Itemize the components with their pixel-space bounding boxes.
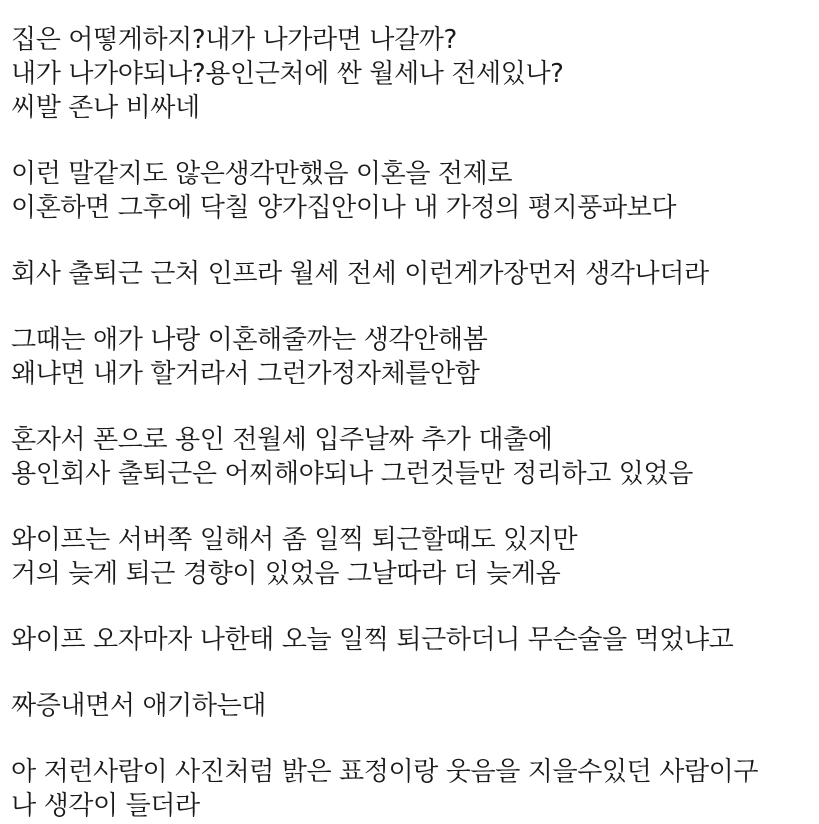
text-line: 혼자서 폰으로 용인 전월세 입주날짜 추가 대출에 [11,425,553,455]
text-line: 그때는 애가 나랑 이혼해줄까는 생각안해봄 [11,325,488,355]
text-line: 내가 나가야되나?용인근처에 싼 월세나 전세있나? [11,59,564,89]
paragraph [11,623,811,657]
text-line: 회사 출퇴근 근처 인프라 월세 전세 이런게가장먼저 생각나더라 [11,259,709,289]
text-line: 나 생각이 들더라 [11,791,200,821]
text-line: 와이프 오자마자 나한태 오늘 일찍 퇴근하더니 무슨술을 먹었냐고 [11,625,734,655]
paragraph-gap [11,491,811,523]
text-line: 와이프는 서버쪽 일해서 좀 일찍 퇴근할때도 있지만 [11,525,578,555]
text-line: 거의 늦게 퇴근 경향이 있었음 그날따라 더 늦게옴 [11,559,561,589]
paragraph [11,257,811,291]
paragraph [11,523,811,591]
paragraph [11,423,811,491]
paragraph-gap [11,723,811,755]
paragraph-gap [11,657,811,689]
text-line: 이혼하면 그후에 닥칠 양가집안이나 내 가정의 평지풍파보다 [11,193,677,223]
text-line: 이런 말같지도 않은생각만했음 이혼을 전제로 [11,159,513,189]
paragraph [11,323,811,391]
paragraph [11,755,811,823]
text-line: 씨발 존나 비싸네 [11,93,200,123]
text-line: 왜냐면 내가 할거라서 그런가정자체를안함 [11,359,480,389]
text-line: 짜증내면서 애기하는대 [11,691,267,721]
text-line: 용인회사 출퇴근은 어찌해야되나 그런것들만 정리하고 있었음 [11,459,693,489]
paragraph [11,689,811,723]
paragraph-gap [11,391,811,423]
paragraph-gap [11,225,811,257]
text-line: 아 저런사람이 사진처럼 밝은 표정이랑 웃음을 지을수있던 사람이구 [11,757,759,787]
paragraph [11,157,811,225]
paragraph-gap [11,125,811,157]
paragraph-gap [11,291,811,323]
paragraph-gap [11,591,811,623]
paragraph [11,23,811,125]
post-body [11,23,811,823]
text-line: 집은 어떻게하지?내가 나가라면 나갈까? [11,25,457,55]
